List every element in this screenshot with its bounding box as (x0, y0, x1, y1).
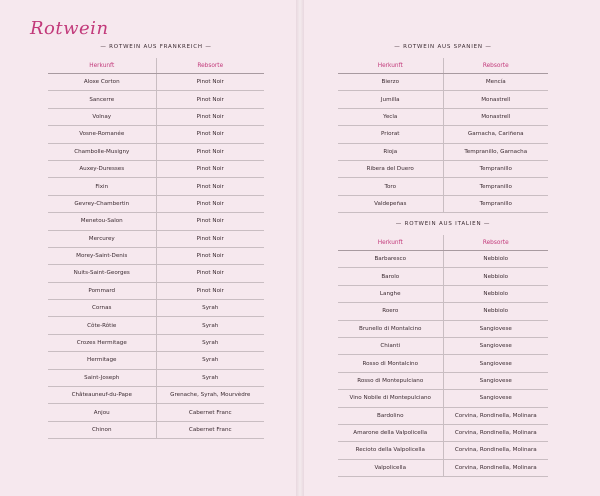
table-row (338, 195, 548, 212)
table-row (338, 108, 548, 125)
grape-cell: Pinot Noir (156, 282, 264, 299)
grape-cell: Nebbiolo (443, 268, 548, 285)
table-row (48, 91, 264, 108)
origin-cell: Sancerre (48, 91, 156, 108)
table-header-row (338, 235, 548, 251)
grape-cell: Pinot Noir (156, 74, 264, 91)
grape-cell: Syrah (156, 334, 264, 351)
origin-cell: Aloxe Corton (48, 74, 156, 91)
origin-cell: Barbaresco (338, 251, 443, 268)
table-row (48, 334, 264, 351)
grape-cell: Sangiovese (443, 337, 548, 354)
grape-cell: Corvina, Rondinella, Molinara (443, 424, 548, 441)
table-row (48, 195, 264, 212)
origin-cell: Bardolino (338, 407, 443, 424)
origin-cell: Rosso di Montepulciano (338, 372, 443, 389)
section-heading-spanien: — ROTWEIN AUS SPANIEN — (394, 44, 492, 50)
table-row (48, 108, 264, 125)
grape-cell: Nebbiolo (443, 285, 548, 302)
table-row (48, 265, 264, 282)
table-row (338, 355, 548, 372)
table-row (338, 285, 548, 302)
table-row (48, 178, 264, 195)
table-row (338, 337, 548, 354)
section-heading-italien: — ROTWEIN AUS ITALIEN — (395, 221, 491, 227)
grape-cell: Syrah (156, 352, 264, 369)
origin-cell: Chambolle-Musigny (48, 143, 156, 160)
table-row (48, 213, 264, 230)
origin-cell: Vino Nobile di Montepulciano (338, 390, 443, 407)
origin-cell: Roero (338, 303, 443, 320)
origin-cell: Yecla (338, 108, 443, 125)
origin-cell: Hermitage (48, 352, 156, 369)
grape-cell: Sangiovese (443, 355, 548, 372)
grape-cell: Monastrell (443, 108, 548, 125)
grape-cell: Pinot Noir (156, 160, 264, 177)
grape-cell: Nebbiolo (443, 251, 548, 268)
grape-cell: Pinot Noir (156, 178, 264, 195)
table-row (338, 178, 548, 195)
grape-cell: Pinot Noir (156, 230, 264, 247)
origin-cell: Côte-Rôtie (48, 317, 156, 334)
grape-cell: Syrah (156, 369, 264, 386)
origin-cell: Chianti (338, 337, 443, 354)
table-row (338, 320, 548, 337)
table-row (48, 126, 264, 143)
origin-cell: Langhe (338, 285, 443, 302)
grape-cell: Sangiovese (443, 320, 548, 337)
origin-cell: Cornas (48, 300, 156, 317)
column-header-origin: Herkunft (48, 58, 156, 74)
table-row (48, 404, 264, 421)
table-row (48, 282, 264, 299)
table-frankreich (48, 58, 264, 439)
origin-cell: Amarone della Valpolicella (338, 424, 443, 441)
grape-cell: Syrah (156, 317, 264, 334)
table-row (48, 160, 264, 177)
table-row (338, 459, 548, 476)
origin-cell: Anjou (48, 404, 156, 421)
origin-cell: Bierzo (338, 74, 443, 91)
grape-cell: Corvina, Rondinella, Molinara (443, 442, 548, 459)
grape-cell: Mencía (443, 74, 548, 91)
column-header-origin: Herkunft (338, 58, 443, 74)
grape-cell: Tempranillo (443, 160, 548, 177)
origin-cell: Ribera del Duero (338, 160, 443, 177)
origin-cell: Priorat (338, 126, 443, 143)
column-header-origin: Herkunft (338, 235, 443, 251)
table-row (48, 247, 264, 264)
table-row (48, 230, 264, 247)
grape-cell: Sangiovese (443, 372, 548, 389)
origin-cell: Chinon (48, 421, 156, 438)
grape-cell: Pinot Noir (156, 213, 264, 230)
table-row (338, 372, 548, 389)
table-row (338, 390, 548, 407)
origin-cell: Menetou-Salon (48, 213, 156, 230)
origin-cell: Valdepeñas (338, 195, 443, 212)
grape-cell: Tempranillo (443, 178, 548, 195)
origin-cell: Recioto della Valpolicella (338, 442, 443, 459)
grape-cell: Cabernet Franc (156, 404, 264, 421)
table-row (338, 303, 548, 320)
origin-cell: Rosso di Montalcino (338, 355, 443, 372)
table-row (48, 300, 264, 317)
grape-cell: Monastrell (443, 91, 548, 108)
table-header-row (338, 58, 548, 74)
table-row (48, 143, 264, 160)
grape-cell: Tempranillo (443, 195, 548, 212)
origin-cell: Crozes Hermitage (48, 334, 156, 351)
table-row (48, 369, 264, 386)
section-heading-frankreich: — ROTWEIN AUS FRANKREICH — (100, 44, 212, 50)
grape-cell: Pinot Noir (156, 265, 264, 282)
table-spanien (338, 58, 548, 213)
table-row (338, 442, 548, 459)
table-row (338, 268, 548, 285)
grape-cell: Garnacha, Cariñena (443, 126, 548, 143)
grape-cell: Grenache, Syrah, Mourvèdre (156, 387, 264, 404)
origin-cell: Jumilla (338, 91, 443, 108)
table-row (48, 317, 264, 334)
origin-cell: Châteauneuf-du-Pape (48, 387, 156, 404)
table-row (338, 424, 548, 441)
origin-cell: Auxey-Duresses (48, 160, 156, 177)
grape-cell: Cabernet Franc (156, 421, 264, 438)
grape-cell: Corvina, Rondinella, Molinara (443, 407, 548, 424)
book-gutter (296, 0, 304, 496)
column-header-grape: Rebsorte (156, 58, 264, 74)
origin-cell: Mercurey (48, 230, 156, 247)
table-row (338, 74, 548, 91)
origin-cell: Fixin (48, 178, 156, 195)
origin-cell: Saint-Joseph (48, 369, 156, 386)
grape-cell: Pinot Noir (156, 91, 264, 108)
grape-cell: Corvina, Rondinella, Molinara (443, 459, 548, 476)
origin-cell: Barolo (338, 268, 443, 285)
table-row (48, 352, 264, 369)
table-row (338, 126, 548, 143)
origin-cell: Rioja (338, 143, 443, 160)
origin-cell: Volnay (48, 108, 156, 125)
origin-cell: Gevrey-Chambertin (48, 195, 156, 212)
table-row (338, 251, 548, 268)
table-row (48, 421, 264, 438)
grape-cell: Sangiovese (443, 390, 548, 407)
grape-cell: Pinot Noir (156, 195, 264, 212)
grape-cell: Nebbiolo (443, 303, 548, 320)
origin-cell: Toro (338, 178, 443, 195)
grape-cell: Pinot Noir (156, 126, 264, 143)
column-header-grape: Rebsorte (443, 58, 548, 74)
table-row (338, 91, 548, 108)
grape-cell: Pinot Noir (156, 108, 264, 125)
origin-cell: Vosne-Romanée (48, 126, 156, 143)
origin-cell: Nuits-Saint-Georges (48, 265, 156, 282)
table-header-row (48, 58, 264, 74)
column-header-grape: Rebsorte (443, 235, 548, 251)
origin-cell: Pommard (48, 282, 156, 299)
table-row (48, 74, 264, 91)
origin-cell: Brunello di Montalcino (338, 320, 443, 337)
table-row (338, 407, 548, 424)
page-title: Rotwein (30, 18, 109, 39)
grape-cell: Pinot Noir (156, 143, 264, 160)
table-row (338, 143, 548, 160)
table-row (338, 160, 548, 177)
table-italien (338, 235, 548, 477)
origin-cell: Valpolicella (338, 459, 443, 476)
grape-cell: Tempranillo, Garnacha (443, 143, 548, 160)
grape-cell: Pinot Noir (156, 247, 264, 264)
origin-cell: Morey-Saint-Denis (48, 247, 156, 264)
table-row (48, 387, 264, 404)
grape-cell: Syrah (156, 300, 264, 317)
